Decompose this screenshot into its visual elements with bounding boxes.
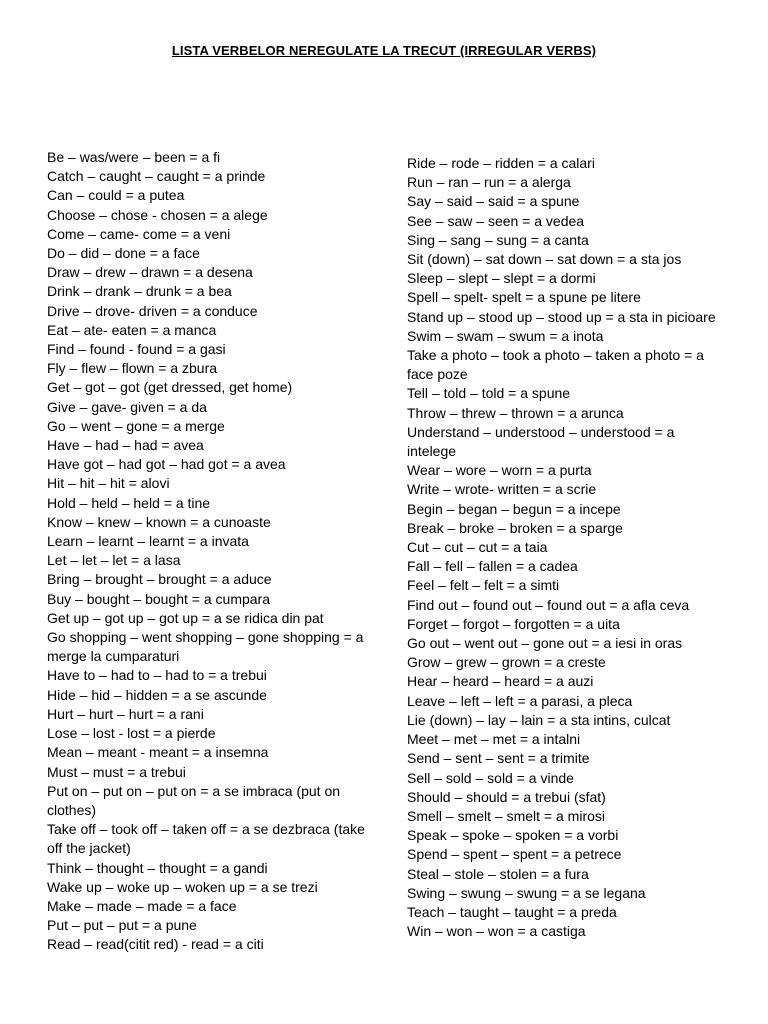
verb-entry: Run – ran – run = a alerga [407, 174, 571, 191]
verb-entry: Send – sent – sent = a trimite [407, 750, 590, 767]
verb-entry: Go out – went out – gone out = a iesi in oras [407, 635, 683, 652]
verb-entry: Buy – bought – bought = a cumpara [47, 590, 270, 607]
verb-entry: Sleep – slept – slept = a dormi [407, 270, 596, 287]
verb-entry: Put – put – put = a pune [47, 917, 197, 934]
verb-entry: Drink – drank – drunk = a bea [47, 283, 232, 300]
verb-entry: Lie (down) – lay – lain = a sta intins, culcat [407, 711, 671, 728]
verb-entry: Take a photo – took a photo – taken a photo = a face poze [407, 347, 704, 383]
verb-entry: Fly – flew – flown = a zbura [47, 360, 218, 377]
verb-entry: Meet – met – met = a intalni [407, 731, 581, 748]
verb-entry: Leave – left – left = a parasi, a pleca [407, 692, 633, 709]
verb-entry: Win – won – won = a castiga [407, 923, 586, 940]
verb-entry: Be – was/were – been = a fi [47, 149, 221, 165]
verb-entry: Hear – heard – heard = a auzi [407, 673, 594, 690]
verb-entry: Give – gave- given = a da [47, 398, 207, 415]
right-verb-list [407, 154, 727, 941]
verb-entry: Wear – wore – worn = a purta [407, 462, 592, 479]
verb-entry: Think – thought – thought = a gandi [47, 859, 268, 876]
verb-entry: Hurt – hurt – hurt = a rani [47, 705, 204, 722]
verb-entry: Can – could = a putea [47, 187, 185, 204]
verb-entry: Teach – taught – taught = a preda [407, 903, 617, 920]
verb-entry: Understand – understood – understood = a intelege [407, 423, 675, 460]
verb-entry: Should – should = a trebui (sfat) [407, 788, 606, 805]
verb-entry: Wake up – woke up – woken up = a se trezi [47, 878, 318, 895]
verb-entry: Must – must = a trebui [47, 763, 186, 780]
verb-entry: Get up – got up – got up = a se ridica din pat [47, 609, 324, 626]
verb-entry: Learn – learnt – learnt = a invata [47, 533, 249, 550]
verb-entry: Catch – caught – caught = a prinde [47, 168, 266, 185]
verb-entry: Hit – hit – hit = alovi [47, 475, 170, 492]
verb-entry: Come – came- come = a veni [47, 225, 231, 242]
verb-entry: Have got – had got – had got = a avea [47, 456, 286, 473]
verb-entry: Grow – grew – grown = a creste [407, 654, 606, 671]
verb-entry: Sit (down) – sat down – sat down = a sta jos [407, 251, 682, 268]
verb-entry: Sing – sang – sung = a canta [407, 231, 589, 248]
verb-entry: See – saw – seen = a vedea [407, 212, 585, 229]
verb-entry: Spend – spent – spent = a petrece [407, 846, 622, 863]
verb-entry: Choose – chose - chosen = a alege [47, 206, 268, 223]
verb-entry: Find out – found out – found out = a afla ceva [407, 596, 690, 613]
verb-entry: Smell – smelt – smelt = a mirosi [407, 807, 605, 824]
verb-entry: Write – wrote- written = a scrie [407, 481, 597, 498]
verb-entry: Do – did – done = a face [47, 245, 200, 262]
verb-entry: Swim – swam – swum = a inota [407, 327, 604, 344]
verb-entry: Feel – felt – felt = a simti [407, 577, 560, 594]
verb-entry: Drive – drove- driven = a conduce [47, 302, 258, 319]
verb-entry: Ride – rode – ridden = a calari [407, 155, 595, 171]
verb-entry: Swing – swung – swung = a se legana [407, 884, 646, 901]
verb-entry: Put on – put on – put on = a se imbraca (put on clothes) [47, 782, 341, 818]
verb-entry: Let – let – let = a lasa [47, 552, 181, 569]
verb-entry: Have – had – had = avea [47, 437, 204, 454]
verb-entry: Go – went – gone = a merge [47, 417, 225, 434]
verb-entry: Stand up – stood up – stood up = a sta in picioare [407, 308, 716, 325]
verb-entry: Cut – cut – cut = a taia [407, 539, 548, 556]
verb-entry: Hold – held – held = a tine [47, 494, 211, 511]
verb-entry: Take off – took off – taken off = a se dezbraca (take off the jacket) [47, 821, 365, 857]
verb-entry: Bring – brought – brought = a aduce [47, 571, 272, 588]
page-title: LISTA VERBELOR NEREGULATE LA TRECUT (IRREGULAR VERBS) [171, 43, 597, 58]
verb-entry: Speak – spoke – spoken = a vorbi [407, 827, 619, 844]
verb-entry: Get – got – got (get dressed, get home) [47, 379, 293, 396]
verb-entry: Say – said – said = a spune [407, 193, 580, 210]
verb-entry: Forget – forgot – forgotten = a uita [407, 615, 620, 632]
verb-entry: Throw – threw – thrown = a arunca [407, 404, 624, 421]
left-verb-list [47, 148, 367, 955]
verb-entry: Read – read(citit red) - read = a citi [47, 936, 264, 953]
verb-entry: Tell – told – told = a spune [407, 385, 571, 402]
verb-entry: Mean – meant - meant = a insemna [47, 744, 269, 761]
verb-entry: Fall – fell – fallen = a cadea [407, 558, 578, 575]
verb-entry: Go shopping – went shopping – gone shopping = a merge la cumparaturi [47, 629, 364, 665]
verb-entry: Draw – drew – drawn = a desena [47, 264, 253, 281]
verb-entry: Know – knew – known = a cunoaste [47, 513, 271, 530]
verb-entry: Steal – stole – stolen = a fura [407, 865, 589, 882]
verb-entry: Find – found - found = a gasi [47, 341, 226, 358]
verb-entry: Break – broke – broken = a sparge [407, 519, 623, 536]
verb-entry: Begin – began – begun = a incepe [407, 500, 621, 517]
verb-entry: Hide – hid – hidden = a se ascunde [47, 686, 267, 703]
verb-entry: Have to – had to – had to = a trebui [47, 667, 267, 684]
verb-entry: Spell – spelt- spelt = a spune pe litere [407, 289, 641, 306]
verb-entry: Sell – sold – sold = a vinde [407, 769, 574, 786]
verb-entry: Make – made – made = a face [47, 897, 237, 914]
verb-entry: Eat – ate- eaten = a manca [47, 321, 217, 338]
verb-entry: Lose – lost - lost = a pierde [47, 725, 216, 742]
